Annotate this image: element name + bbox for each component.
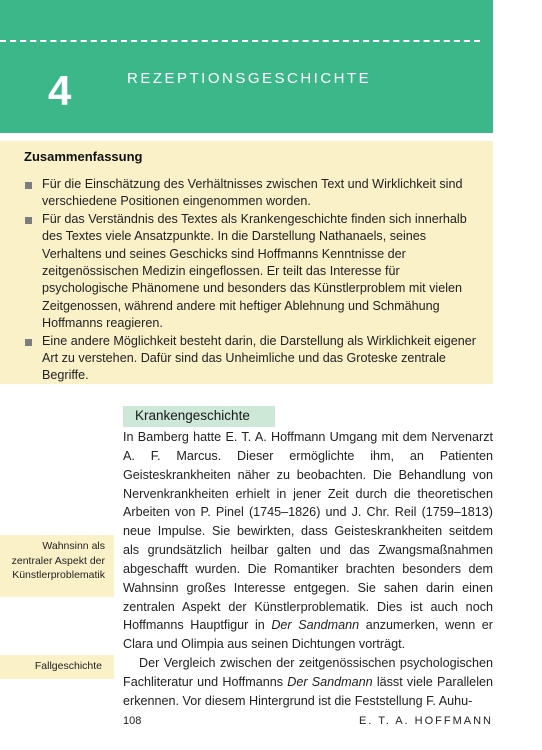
page-number: 108 [123,715,142,727]
paragraph [123,654,493,711]
dashed-divider [0,40,480,42]
running-footer-author: E. T. A. HOFFMANN [358,715,493,727]
summary-list [24,176,484,385]
marginal-note [0,655,114,679]
paragraph-text: lässt viele Parallelen erkennen. Vor diesem Hintergrund ist die Feststellung F. Auhu- [123,674,493,708]
marginal-note [0,535,114,597]
chapter-number: 4 [48,67,72,114]
square-bullet-icon [25,339,32,346]
chapter-title: REZEPTIONSGESCHICHTE [127,70,372,87]
list-item [24,333,484,385]
paragraph-text: anzumerken, wenn er Clara und Olimpia aus seinen Dichtungen vorträgt. [123,618,493,652]
summary-item-text: Für die Einschätzung des Verhältnisses zwischen Text und Wirklichkeit sind verschiedene Positionen eingenommen worden. [42,177,463,209]
work-title: Der Sandmann [287,674,373,689]
marginal-note-text: Wahnsinn als zentraler Aspekt der Künstlerproblematik [11,540,105,581]
summary-item-text: Für das Verständnis des Textes als Krankengeschichte finden sich innerhalb des Textes viele Ansatzpunkte. In die Darstellung Nathanaels, seines Verhaltens und seines Geschicks sind Hoffmanns Kenntnisse der zeitgenössischen Medizin eingeflossen. Er teilt das Interesse für psychologische Phänomene und besonders das Künstlerproblem mit vielen Zeitgenossen, während andere mit heftiger Ablehnung und Schmähung Hoffmanns reagieren. [42,211,467,331]
summary-item-text: Eine andere Möglichkeit besteht darin, die Darstellung als Wirklichkeit eigener Art zu verstehen. Dafür sind das Unheimliche und das Groteske zentrale Begriffe. [42,333,477,383]
square-bullet-icon [25,182,32,189]
summary-title: Zusammenfassung [24,149,143,164]
square-bullet-icon [25,217,32,224]
list-item [24,211,484,333]
section-heading-label: Krankengeschichte [135,408,250,423]
paragraph-text: Der Vergleich zwischen der zeitgenössischen psychologischen Fachliteratur und Hoffmanns [123,656,493,689]
section-heading [123,406,275,427]
work-title: Der Sandmann [271,618,360,633]
list-item [24,176,484,211]
chapter-header [0,0,493,133]
marginal-note-text: Fallgeschichte [34,660,102,672]
body-text [123,428,493,711]
paragraph [123,428,493,654]
paragraph-text: In Bamberg hatte E. T. A. Hoffmann Umgang mit dem Nervenarzt A. F. Marcus. Dieser ermöglichte ihm, an Patienten Geisteskrankheiten näher zu beobachten. Die Behandlung von Nervenkrankheiten erhielt in jener Zeit durch die theoretischen Arbeiten von P. Pinel (1745–1826) und J. Chr. Reil (1759–1813) neue Impulse. Sie bewirkten, dass Geisteskrankheiten seitdem als grundsätzlich heilbar galten und das Zwangsmaßnahmen abgeschafft wurden. Die Romantiker brachten besonders dem Wahnsinn großes Interesse entgegen. Sie sahen darin einen zentralen Aspekt der Künstlerproblematik. Dies ist auch noch Hoffmanns Hauptfigur in [123,430,493,633]
